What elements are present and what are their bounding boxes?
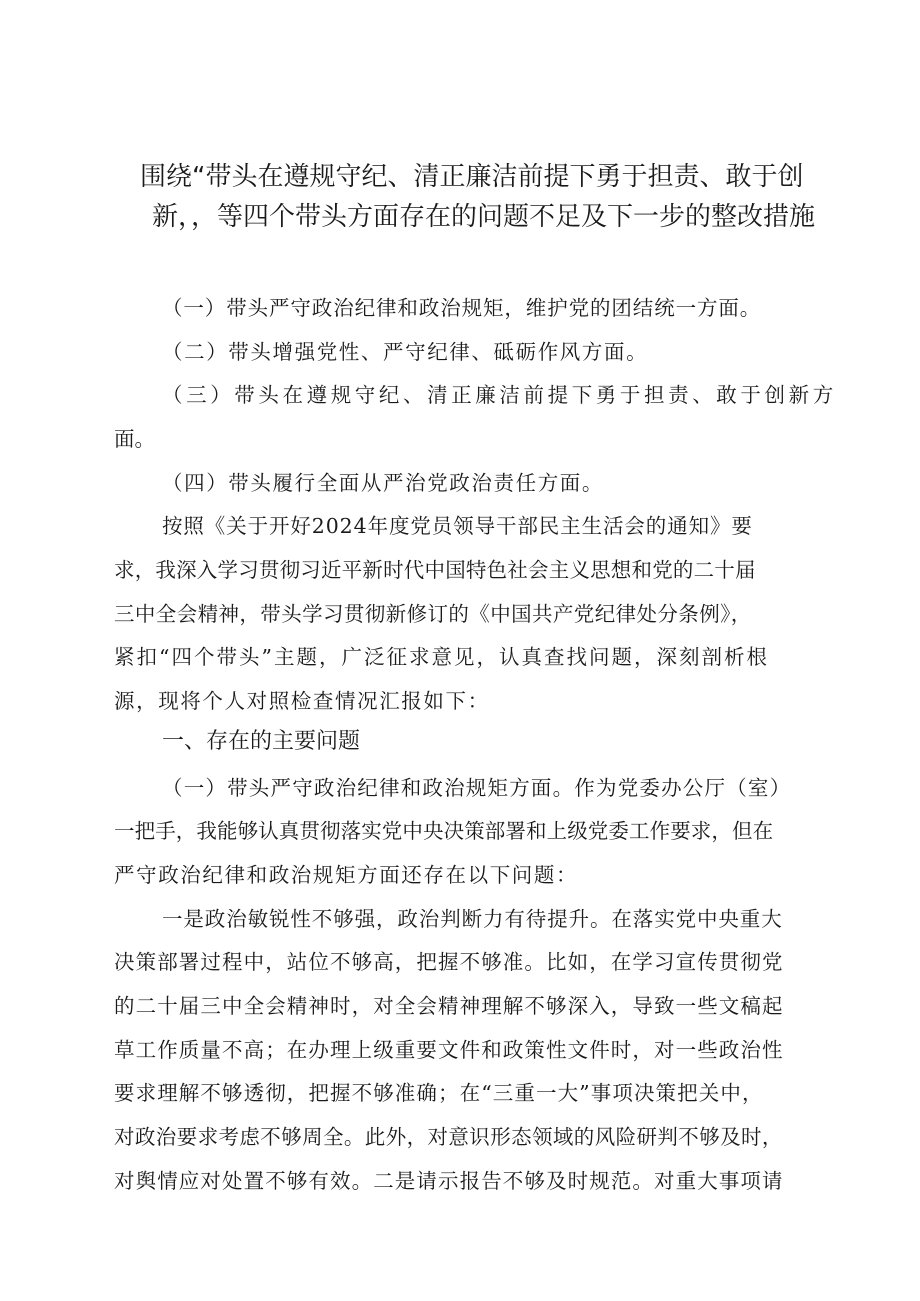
para2-line-2: 决策部署过程中，站位不够高，把握不够准。比如，在学习宣传贯彻党	[114, 950, 784, 974]
para2-line-1: 一是政治敏锐性不够强，政治判断力有待提升。在落实党中央重大	[162, 907, 783, 931]
outline-item-4: （四）带头履行全面从严治党政治责任方面。	[162, 471, 604, 495]
outline-item-3: （三）带头在遵规守纪、清正廉洁前提下勇于担责、敢于创新方	[162, 383, 837, 407]
para1-line-2: 一把手，我能够认真贯彻落实党中央决策部署和上级党委工作要求，但在	[114, 819, 774, 843]
para2-line-3: 的二十届三中全会精神时，对全会精神理解不够深入，导致一些文稿起	[114, 994, 784, 1018]
outline-item-2: （二）带头增强党性、严守纪律、砥砺作风方面。	[162, 340, 649, 364]
para2-line-5: 要求理解不够透彻，把握不够准确；在“三重一大”事项决策把关中，	[114, 1081, 764, 1105]
document-title-line-2: 新，，等四个带头方面存在的问题不足及下一步的整改措施	[152, 202, 816, 232]
para2-line-7: 对舆情应对处置不够有效。二是请示报告不够及时规范。对重大事项请	[114, 1169, 784, 1193]
intro-line-3: 三中全会精神，带头学习贯彻新修订的《中国共产党纪律处分条例》，	[114, 602, 752, 626]
intro-line-1: 按照《关于开好2024年度党员领导干部民主生活会的通知》要	[162, 514, 753, 538]
intro-line-4: 紧扣“四个带头”主题，广泛征求意见，认真查找问题，深刻剖析根	[114, 645, 769, 669]
outline-item-1: （一）带头严守政治纪律和政治规矩，维护党的团结统一方面。	[162, 296, 762, 320]
para1-line-3: 严守政治纪律和政治规矩方面还存在以下问题：	[114, 863, 579, 887]
intro-line-5: 源，现将个人对照检查情况汇报如下：	[114, 689, 490, 713]
intro-line-2: 求，我深入学习贯彻习近平新时代中国特色社会主义思想和党的二十届	[114, 558, 756, 582]
para1-line-1: （一）带头严守政治纪律和政治规矩方面。作为党委办公厅（室）	[162, 776, 792, 800]
para2-line-4: 草工作质量不高；在办理上级重要文件和政策性文件时，对一些政治性	[114, 1038, 784, 1062]
outline-item-3-continued: 面。	[114, 427, 155, 451]
document-title-line-1: 围绕“带头在遵规守纪、清正廉洁前提下勇于担责、敢于创	[140, 162, 804, 192]
section-heading-main-problems: 一、存在的主要问题	[162, 729, 361, 754]
para2-line-6: 对政治要求考虑不够周全。此外，对意识形态领域的风险研判不够及时，	[114, 1125, 783, 1149]
